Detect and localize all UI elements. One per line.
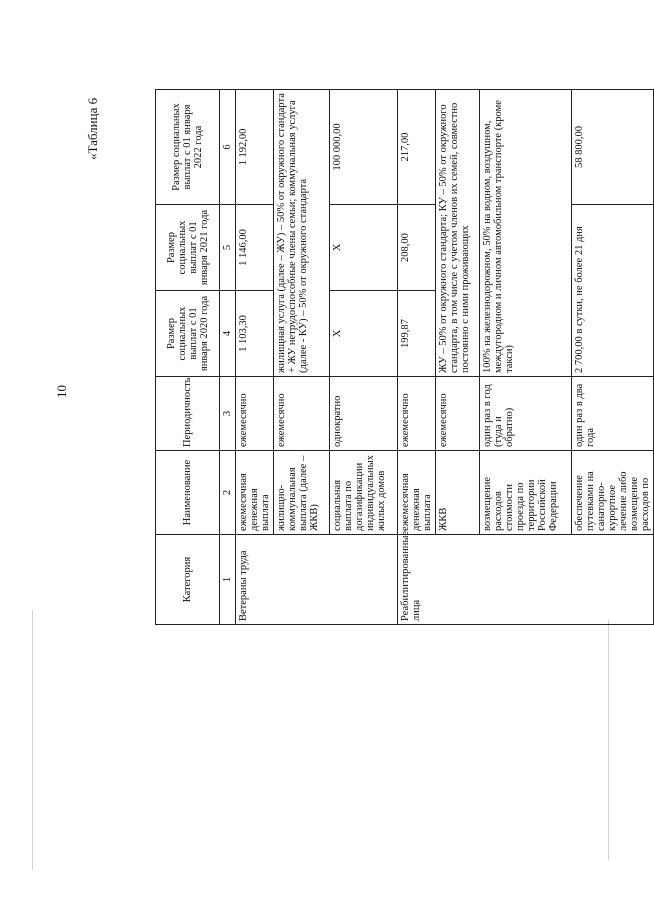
header-amount-2022: Размер социальных выплат с 01 января 2022 года xyxy=(156,90,220,205)
benefit-name-cell: социальная выплата по догазификации индивидуальных жилых домов xyxy=(330,451,398,535)
periodicity-cell: однократно xyxy=(330,377,398,451)
amount-2022-cell: 100 000,00 xyxy=(330,90,398,205)
column-number: 1 xyxy=(220,535,236,625)
amount-2021-cell: 1 146,00 xyxy=(236,205,274,291)
category-cell: Реабилитированные лица xyxy=(398,535,654,625)
amount-2021-cell: 208,00 xyxy=(398,205,436,291)
periodicity-cell: ежемесячно xyxy=(274,377,330,451)
benefit-name-cell: ежемесячная денежная выплата xyxy=(398,451,436,535)
merged-amount-cell: 100% на железнодорожном, 50% на водном, воздушном, междугородном и личном автомобильном транспорте (кроме такси) xyxy=(480,90,572,377)
merged-amount-cell: жилищная услуга (далее – ЖУ) – 50% от окружного стандарта + ЖУ нетрудоспособные члены семьи; коммунальная услуга (далее - КУ) – 50% от окружного стандарта xyxy=(274,90,330,377)
header-amount-2020: Размер социальных выплат с 01 января 2020 года xyxy=(156,291,220,377)
benefit-name-cell: обеспечение путевками на санаторно-курортное лечение либо возмещение расходов по xyxy=(572,451,654,535)
header-periodicity: Периодичность xyxy=(156,377,220,451)
header-category: Категория xyxy=(156,535,220,625)
periodicity-cell: один раз в год (туда и обратно) xyxy=(480,377,572,451)
scan-mark xyxy=(608,620,609,860)
periodicity-cell: ежемесячно xyxy=(236,377,274,451)
table-caption: «Таблица 6 xyxy=(85,97,100,160)
header-name: Наименование xyxy=(156,451,220,535)
column-number: 4 xyxy=(220,291,236,377)
merged-amount-cell: ЖУ – 50% от окружного стандарта; КУ – 50% от окружного стандарта, в том числе с учетом членов их семей, совместно постоянно с ними проживающих xyxy=(436,90,480,377)
amount-2022-cell: 1 192,00 xyxy=(236,90,274,205)
benefit-name-cell: ежемесячная денежная выплата xyxy=(236,451,274,535)
amount-2022-cell: 217,00 xyxy=(398,90,436,205)
benefits-table xyxy=(155,89,654,625)
periodicity-cell: ежемесячно xyxy=(436,377,480,451)
benefit-name-cell: ЖКВ xyxy=(436,451,480,535)
amount-2022-cell: 58 800,00 xyxy=(572,90,654,205)
column-number: 3 xyxy=(220,377,236,451)
periodicity-cell: ежемесячно xyxy=(398,377,436,451)
page-number: 10 xyxy=(54,385,69,398)
table-row xyxy=(398,90,436,625)
amount-2020-cell: 1 103,30 xyxy=(236,291,274,377)
column-number: 2 xyxy=(220,451,236,535)
header-row xyxy=(156,90,220,625)
rotated-table-stage xyxy=(155,90,651,625)
amount-2020-cell: Х xyxy=(330,291,398,377)
category-cell: Ветераны труда xyxy=(236,535,398,625)
scan-mark xyxy=(32,610,33,870)
benefit-name-cell: жилищно-коммунальная выплата (далее – ЖКВ) xyxy=(274,451,330,535)
periodicity-cell: один раз в два года xyxy=(572,377,654,451)
header-amount-2021: Размер социальных выплат с 01 января 2021 года xyxy=(156,205,220,291)
table-row xyxy=(236,90,274,625)
amount-2021-cell: Х xyxy=(330,205,398,291)
column-number-row xyxy=(220,90,236,625)
benefit-name-cell: возмещение расходов стоимости проезда по территории Российской Федерации xyxy=(480,451,572,535)
amount-2020-cell: 199,87 xyxy=(398,291,436,377)
merged-amount-cell: 2 700,00 в сутки, не более 21 дня xyxy=(572,205,654,377)
column-number: 6 xyxy=(220,90,236,205)
column-number: 5 xyxy=(220,205,236,291)
